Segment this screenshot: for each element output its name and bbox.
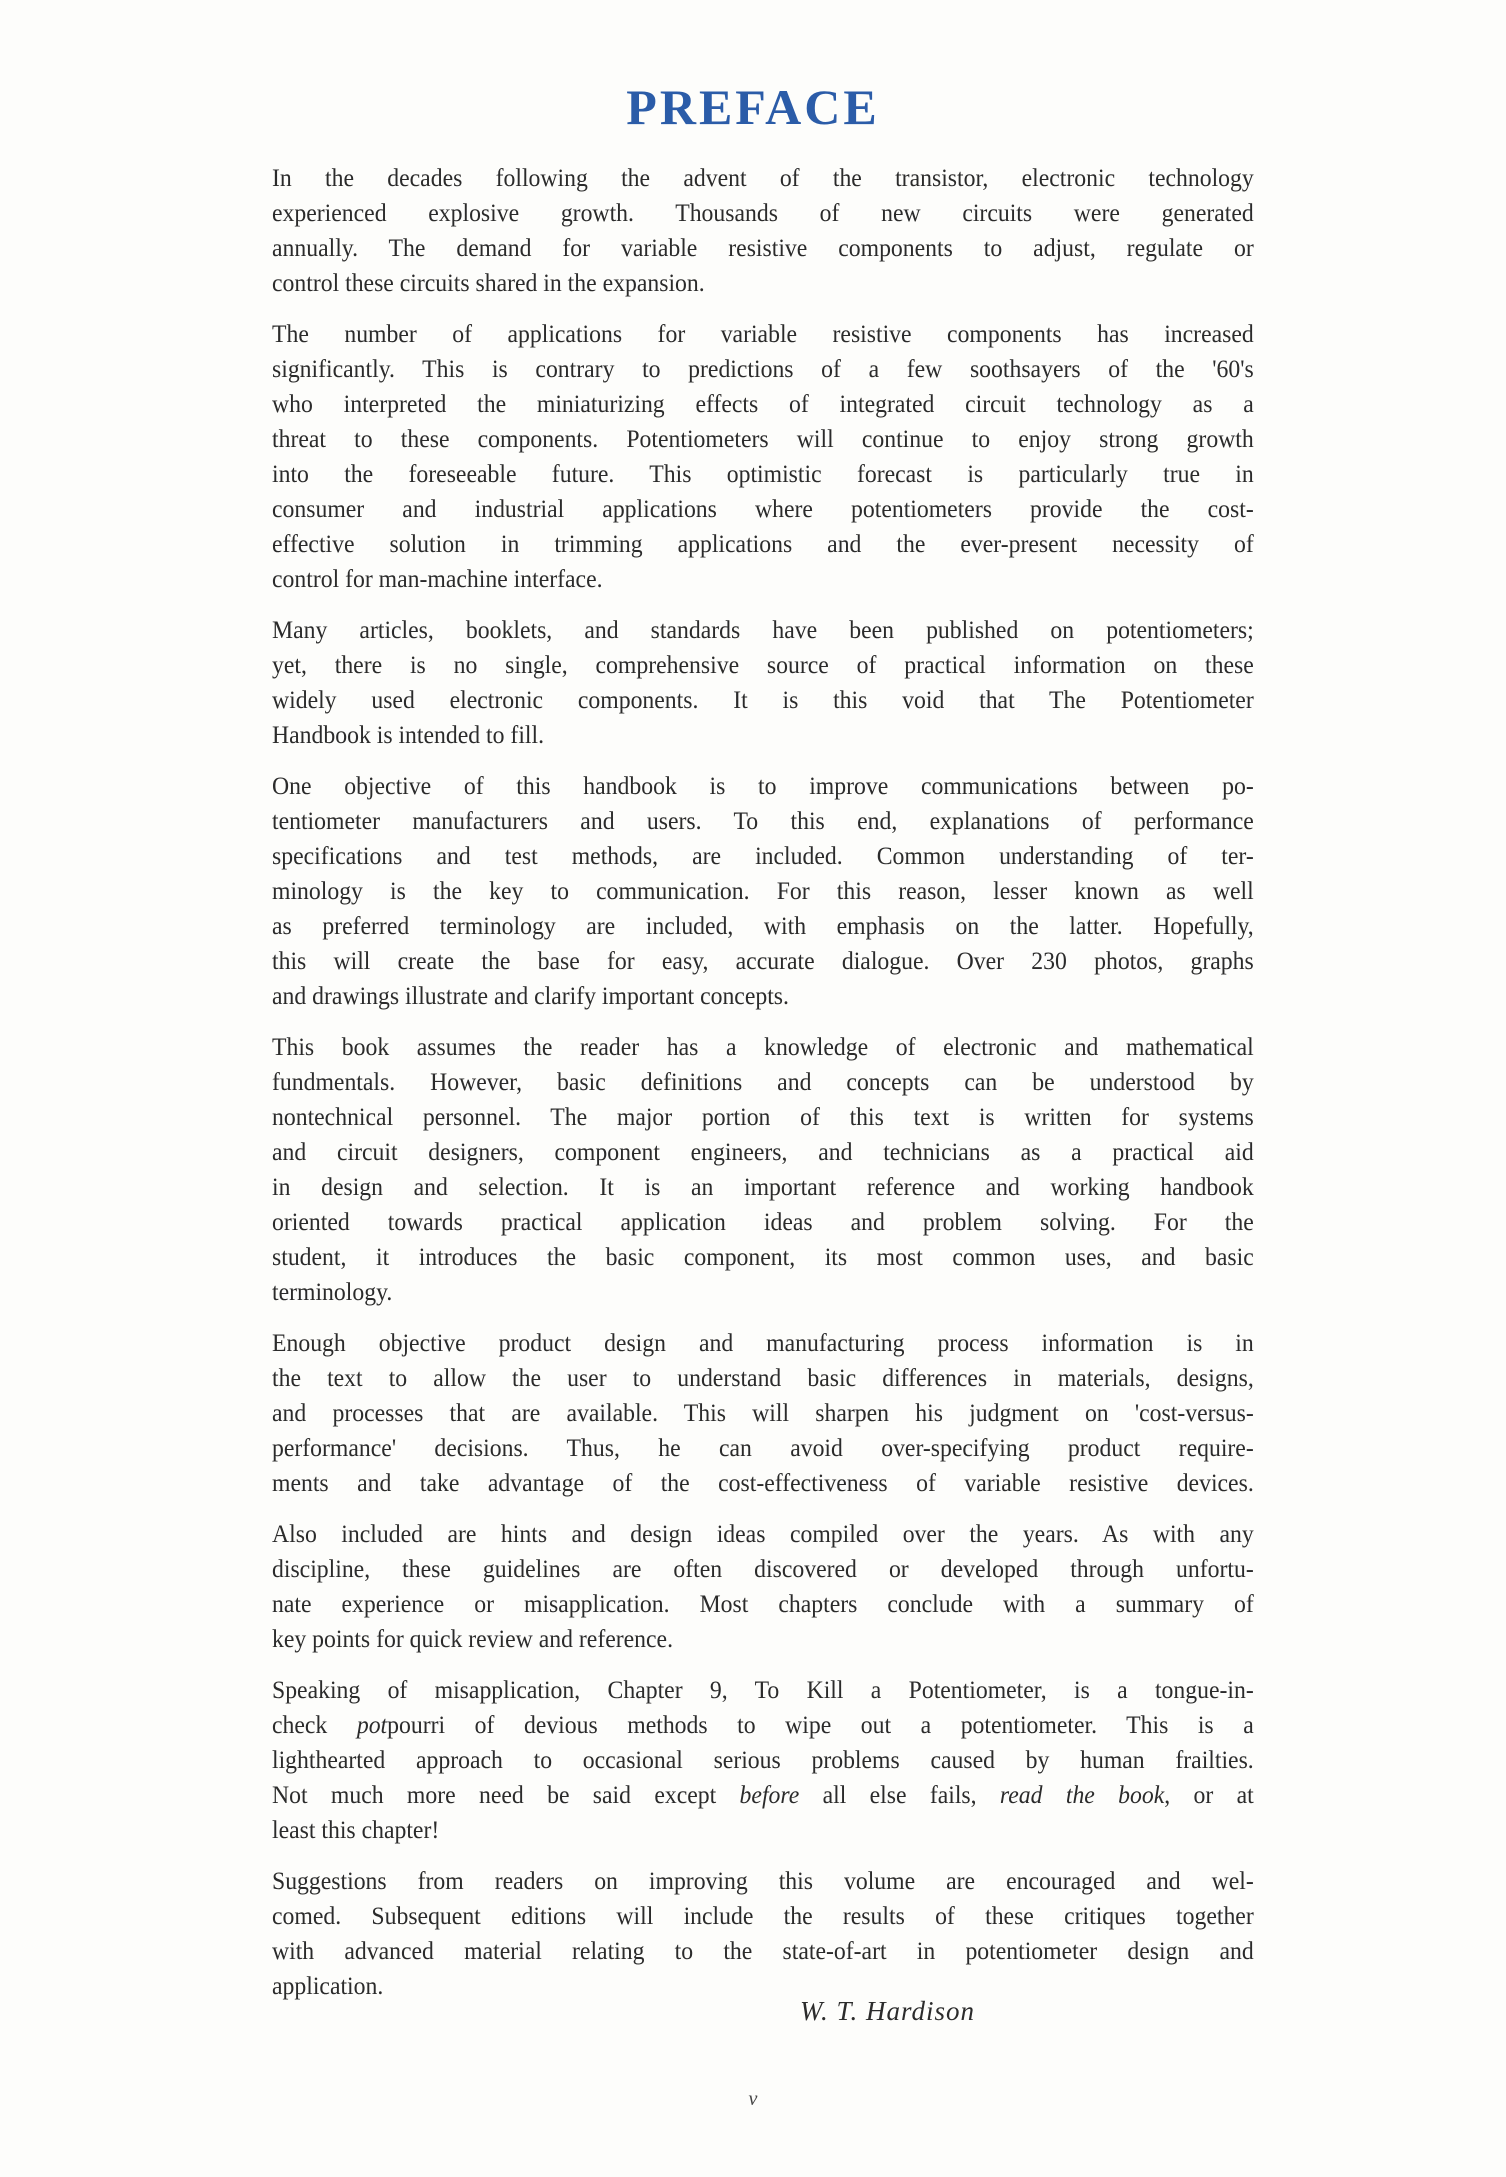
italic-text: read the book	[999, 1780, 1165, 1809]
text-line: control for man-machine interface.	[272, 564, 603, 593]
text-line: the text to allow the user to understand basic differences in materials, designs,	[272, 1363, 1254, 1392]
paragraph-5	[272, 1029, 1254, 1309]
text-line: terminology.	[272, 1277, 393, 1306]
text-line: In the decades following the advent of the transistor, electronic technology	[272, 163, 1254, 192]
page-title: PREFACE	[626, 79, 880, 135]
author-signature: W. T. Hardison	[800, 1996, 976, 2026]
text-line: and circuit designers, component engineers, and technicians as a practical aid	[272, 1137, 1254, 1166]
text-line: yet, there is no single, comprehensive source of practical information on these	[272, 650, 1254, 679]
preface-body	[272, 160, 1254, 2019]
text-line: This book assumes the reader has a knowledge of electronic and mathematical	[272, 1032, 1254, 1061]
text-line: discipline, these guidelines are often discovered or developed through unfortu-	[272, 1554, 1254, 1583]
text-line: specifications and test methods, are included. Common understanding of ter-	[272, 841, 1254, 870]
paragraph-1	[272, 160, 1254, 300]
paragraph-8	[272, 1672, 1254, 1847]
text-line: effective solution in trimming applications and the ever-present necessity of	[272, 529, 1254, 558]
text-line: fundmentals. However, basic definitions and concepts can be understood by	[272, 1067, 1254, 1096]
paragraph-6	[272, 1325, 1254, 1500]
paragraph-7	[272, 1516, 1254, 1656]
paragraph-2	[272, 316, 1254, 596]
text-line: nate experience or misapplication. Most chapters conclude with a summary of	[272, 1589, 1254, 1618]
text-line: threat to these components. Potentiometers will continue to enjoy strong growth	[272, 424, 1254, 453]
text-line: control these circuits shared in the expansion.	[272, 268, 705, 297]
text-line: minology is the key to communication. For this reason, lesser known as well	[272, 876, 1254, 905]
paragraph-9	[272, 1863, 1254, 2003]
text-line: and drawings illustrate and clarify important concepts.	[272, 981, 789, 1010]
text-line: consumer and industrial applications where potentiometers provide the cost-	[272, 494, 1254, 523]
text-line: Also included are hints and design ideas compiled over the years. As with any	[272, 1519, 1254, 1548]
text-line: Many articles, booklets, and standards have been published on potentiometers;	[272, 615, 1254, 644]
italic-text: pot	[356, 1710, 388, 1739]
text-line: this will create the base for easy, accurate dialogue. Over 230 photos, graphs	[272, 946, 1254, 975]
text-line: performance' decisions. Thus, he can avoid over-specifying product require-	[272, 1433, 1254, 1462]
text-line: nontechnical personnel. The major portion of this text is written for systems	[272, 1102, 1254, 1131]
text-line: Not much more need be said except before all else fails, read the book, or at	[272, 1780, 1254, 1809]
text-line: Suggestions from readers on improving this volume are encouraged and wel-	[272, 1866, 1254, 1895]
text-line: application.	[272, 1971, 384, 2000]
text-line: who interpreted the miniaturizing effects of integrated circuit technology as a	[272, 389, 1254, 418]
text-line: Enough objective product design and manufacturing process information is in	[272, 1328, 1254, 1357]
text-line: and processes that are available. This will sharpen his judgment on 'cost-versus-	[272, 1398, 1254, 1427]
text-line: significantly. This is contrary to predictions of a few soothsayers of the '60's	[272, 354, 1254, 383]
paragraph-3	[272, 612, 1254, 752]
text-line: comed. Subsequent editions will include the results of these critiques together	[272, 1901, 1254, 1930]
page-number: v	[748, 2088, 758, 2110]
text-line: student, it introduces the basic component, its most common uses, and basic	[272, 1242, 1254, 1271]
text-line: in design and selection. It is an important reference and working handbook	[272, 1172, 1254, 1201]
text-line: tentiometer manufacturers and users. To this end, explanations of performance	[272, 806, 1254, 835]
text-line: One objective of this handbook is to improve communications between po-	[272, 771, 1254, 800]
text-line: as preferred terminology are included, with emphasis on the latter. Hopefully,	[272, 911, 1254, 940]
text-line: oriented towards practical application ideas and problem solving. For the	[272, 1207, 1254, 1236]
text-line: The number of applications for variable resistive components has increased	[272, 319, 1254, 348]
text-line: annually. The demand for variable resistive components to adjust, regulate or	[272, 233, 1254, 262]
text-line: Handbook is intended to fill.	[272, 720, 545, 749]
text-line: widely used electronic components. It is this void that The Potentiometer	[272, 685, 1254, 714]
text-line: into the foreseeable future. This optimistic forecast is particularly true in	[272, 459, 1254, 488]
text-line: check potpourri of devious methods to wipe out a potentiometer. This is a	[272, 1710, 1254, 1739]
italic-text: before	[739, 1780, 800, 1809]
text-line: Speaking of misapplication, Chapter 9, To Kill a Potentiometer, is a tongue-in-	[272, 1675, 1254, 1704]
text-line: with advanced material relating to the state-of-art in potentiometer design and	[272, 1936, 1254, 1965]
text-line: experienced explosive growth. Thousands of new circuits were generated	[272, 198, 1254, 227]
text-line: key points for quick review and reference.	[272, 1624, 674, 1653]
paragraph-4	[272, 768, 1254, 1013]
text-line: least this chapter!	[272, 1815, 440, 1844]
text-line: lighthearted approach to occasional serious problems caused by human frailties.	[272, 1745, 1254, 1774]
text-line: ments and take advantage of the cost-effectiveness of variable resistive devices.	[272, 1468, 1254, 1497]
